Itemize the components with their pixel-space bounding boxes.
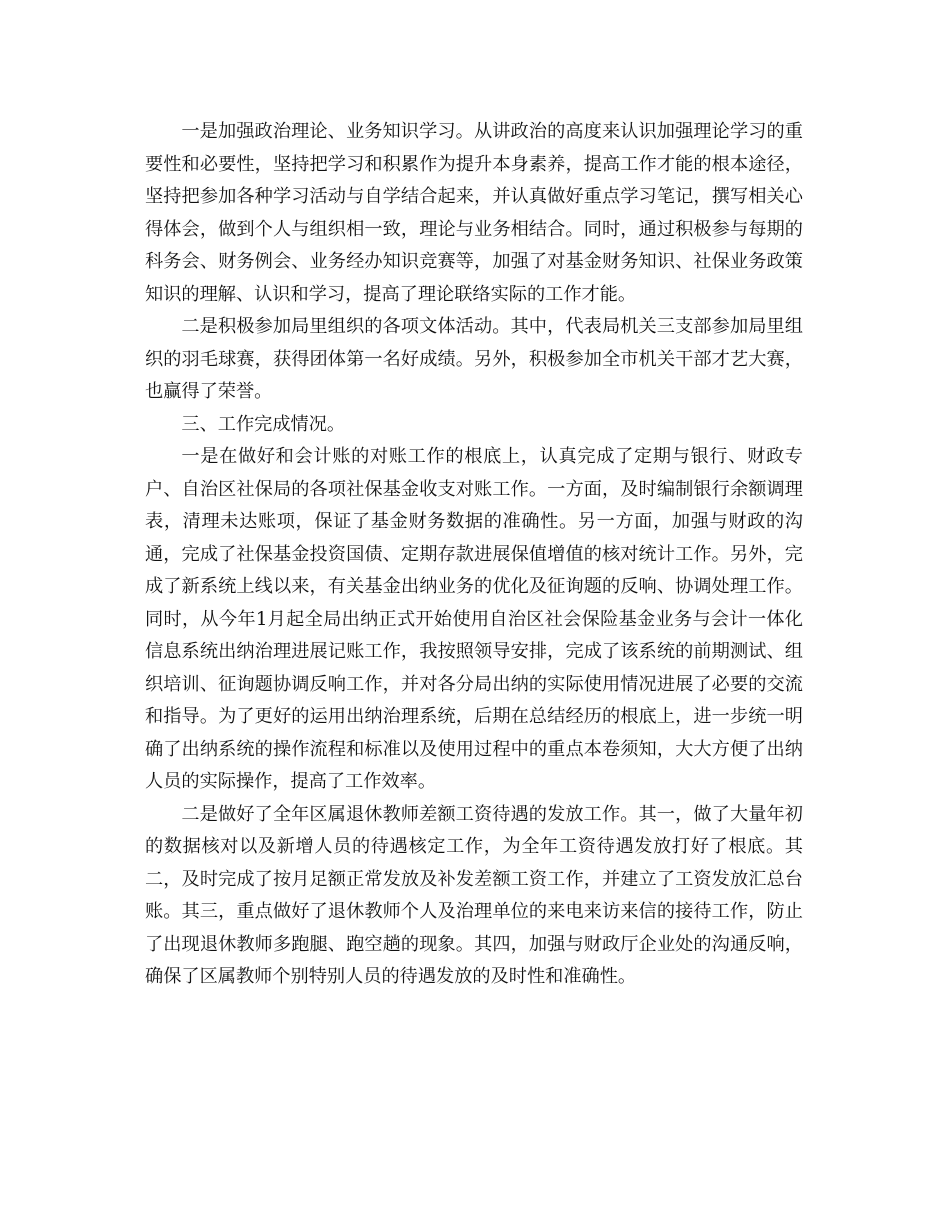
section-heading-work-completion: 三、工作完成情况。 <box>181 413 346 435</box>
paragraph-study: 一是加强政治理论、业务知识学习。从讲政治的高度来认识加强理论学习的重要性和必要性，坚持把学习和积累作为提升本身素养，提高工作才能的根本途径，坚持把参加各种学习活动与自学结合起来，并认真做好重点学习笔记，撰写相关心得体会，做到个人与组织相一致，理论与业务相结合。同时，通过积极参与每期的科务会、财务例会、业务经办知识竞赛等，加强了对基金财务知识、社保业务政策知识的理解、认识和学习，提高了理论联络实际的工作才能。 <box>145 121 803 305</box>
paragraph-teacher-wages: 二是做好了全年区属退休教师差额工资待遇的发放工作。其一，做了大量年初的数据核对以及新增人员的待遇核定工作，为全年工资待遇发放打好了根底。其二，及时完成了按月足额正常发放及补发差额工资工作，并建立了工资发放汇总台账。其三，重点做好了退休教师个人及治理单位的来电来访来信的接待工作，防止了出现退休教师多跑腿、跑空趟的现象。其四，加强与财政厅企业处的沟通反响，确保了区属教师个别特别人员的待遇发放的及时性和准确性。 <box>145 803 803 987</box>
paragraph-reconciliation: 一是在做好和会计账的对账工作的根底上，认真完成了定期与银行、财政专户、自治区社保局的各项社保基金收支对账工作。一方面，及时编制银行余额调理表，清理未达账项，保证了基金财务数据的准确性。另一方面，加强与财政的沟通，完成了社保基金投资国债、定期存款进展保值增值的核对统计工作。另外，完成了新系统上线以来，有关基金出纳业务的优化及征询题的反响、协调处理工作。同时，从今年1月起全局出纳正式开始使用自治区社会保险基金业务与会计一体化信息系统出纳治理进展记账工作，我按照领导安排，完成了该系统的前期测试、组织培训、征询题协调反响工作，并对各分局出纳的实际使用情况进展了必要的交流和指导。为了更好的运用出纳治理系统，后期在总结经历的根底上，进一步统一明确了出纳系统的操作流程和标准以及使用过程中的重点本卷须知，大大方便了出纳人员的实际操作，提高了工作效率。 <box>145 446 803 792</box>
document-body <box>145 116 803 994</box>
paragraph-activities: 二是积极参加局里组织的各项文体活动。其中，代表局机关三支部参加局里组织的羽毛球赛，获得团体第一名好成绩。另外，积极参加全市机关干部才艺大赛，也赢得了荣誉。 <box>145 316 803 402</box>
